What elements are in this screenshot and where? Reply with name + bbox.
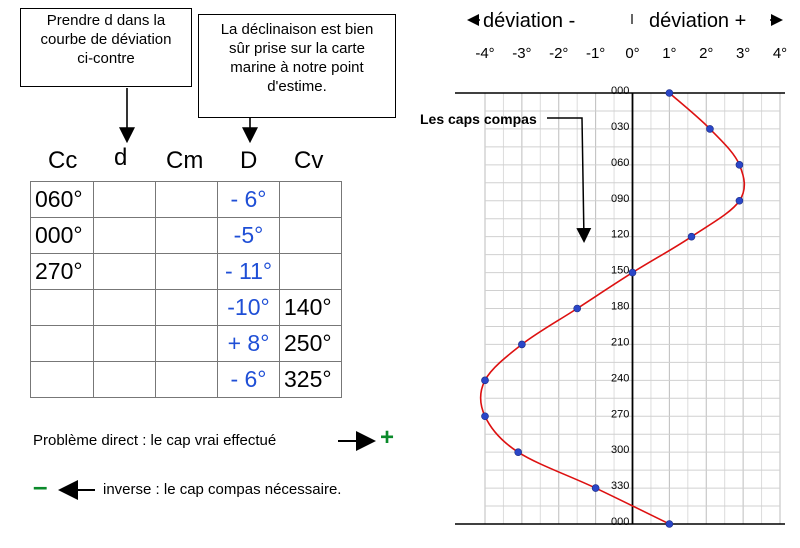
axis-header-negative: déviation -: [483, 10, 576, 32]
x-tick-label: 3°: [735, 45, 751, 62]
note-line: Prendre d dans la: [46, 12, 166, 29]
table-cell: -5°: [218, 218, 280, 254]
annotation-arrow: [547, 118, 584, 240]
x-tick-label: 2°: [699, 45, 714, 62]
table-cell: 000°: [31, 218, 94, 254]
axis-header-positive: déviation +: [649, 10, 747, 32]
table-cell: - 6°: [218, 362, 280, 398]
y-tick-label: 210: [611, 336, 630, 349]
table-cell: 060°: [31, 182, 94, 218]
x-tick-label: -2°: [549, 45, 569, 62]
table-cell: 250°: [280, 326, 342, 362]
table-cell: 325°: [280, 362, 342, 398]
y-tick-label: 090: [611, 192, 630, 205]
data-point: [666, 521, 673, 528]
data-point: [515, 449, 522, 456]
data-point: [574, 305, 581, 312]
header-cc: Cc: [48, 147, 78, 174]
y-tick-label: 270: [611, 408, 630, 421]
y-tick-label: 030: [611, 120, 630, 133]
header-cm: Cm: [166, 147, 204, 174]
header-cv: Cv: [294, 147, 324, 174]
y-tick-label: 300: [611, 444, 630, 457]
y-tick-label: 240: [611, 372, 630, 385]
data-point: [666, 90, 673, 97]
legend-inverse: inverse : le cap compas nécessaire.: [103, 481, 342, 498]
note-line: sûr prise sur la carte: [229, 40, 365, 57]
data-point: [592, 485, 599, 492]
data-point: [736, 197, 743, 204]
note-line: courbe de déviation: [40, 31, 172, 48]
data-point: [706, 125, 713, 132]
table-cell: -10°: [218, 290, 280, 326]
note-line: d'estime.: [267, 78, 327, 95]
y-tick-label: 180: [611, 300, 630, 313]
plus-sign: +: [380, 424, 395, 451]
data-point: [736, 161, 743, 168]
table-cell: - 6°: [218, 182, 280, 218]
y-tick-label: 330: [611, 480, 630, 493]
header-d: d: [114, 144, 128, 171]
table-cell: - 11°: [218, 254, 280, 290]
data-point: [482, 377, 489, 384]
data-point: [518, 341, 525, 348]
header-D: D: [240, 147, 258, 174]
y-tick-label: 060: [611, 156, 630, 169]
x-tick-label: 0°: [625, 45, 640, 62]
x-tick-label: 1°: [662, 45, 677, 62]
note-line: ci-contre: [77, 50, 135, 67]
x-tick-label: 4°: [772, 45, 788, 62]
note-line: La déclinaison est bien: [220, 21, 374, 38]
table-cell: 270°: [31, 254, 94, 290]
x-tick-label: -1°: [585, 45, 606, 62]
x-tick-label: -3°: [512, 45, 532, 62]
y-tick-label: 000: [611, 516, 630, 528]
table-cell: 140°: [280, 290, 342, 326]
data-point: [688, 233, 695, 240]
y-tick-label: 120: [611, 228, 630, 241]
annotation-caps-compas: Les caps compas: [420, 111, 537, 127]
data-point: [629, 269, 636, 276]
x-tick-label: -4°: [475, 45, 495, 62]
table-cell: + 8°: [218, 326, 280, 362]
data-point: [482, 413, 489, 420]
note-line: marine à notre point: [230, 59, 364, 76]
y-tick-label: 150: [611, 264, 630, 277]
minus-sign: –: [33, 471, 48, 501]
y-tick-label: 000: [611, 85, 630, 97]
legend-direct: Problème direct : le cap vrai effectué: [33, 432, 277, 449]
